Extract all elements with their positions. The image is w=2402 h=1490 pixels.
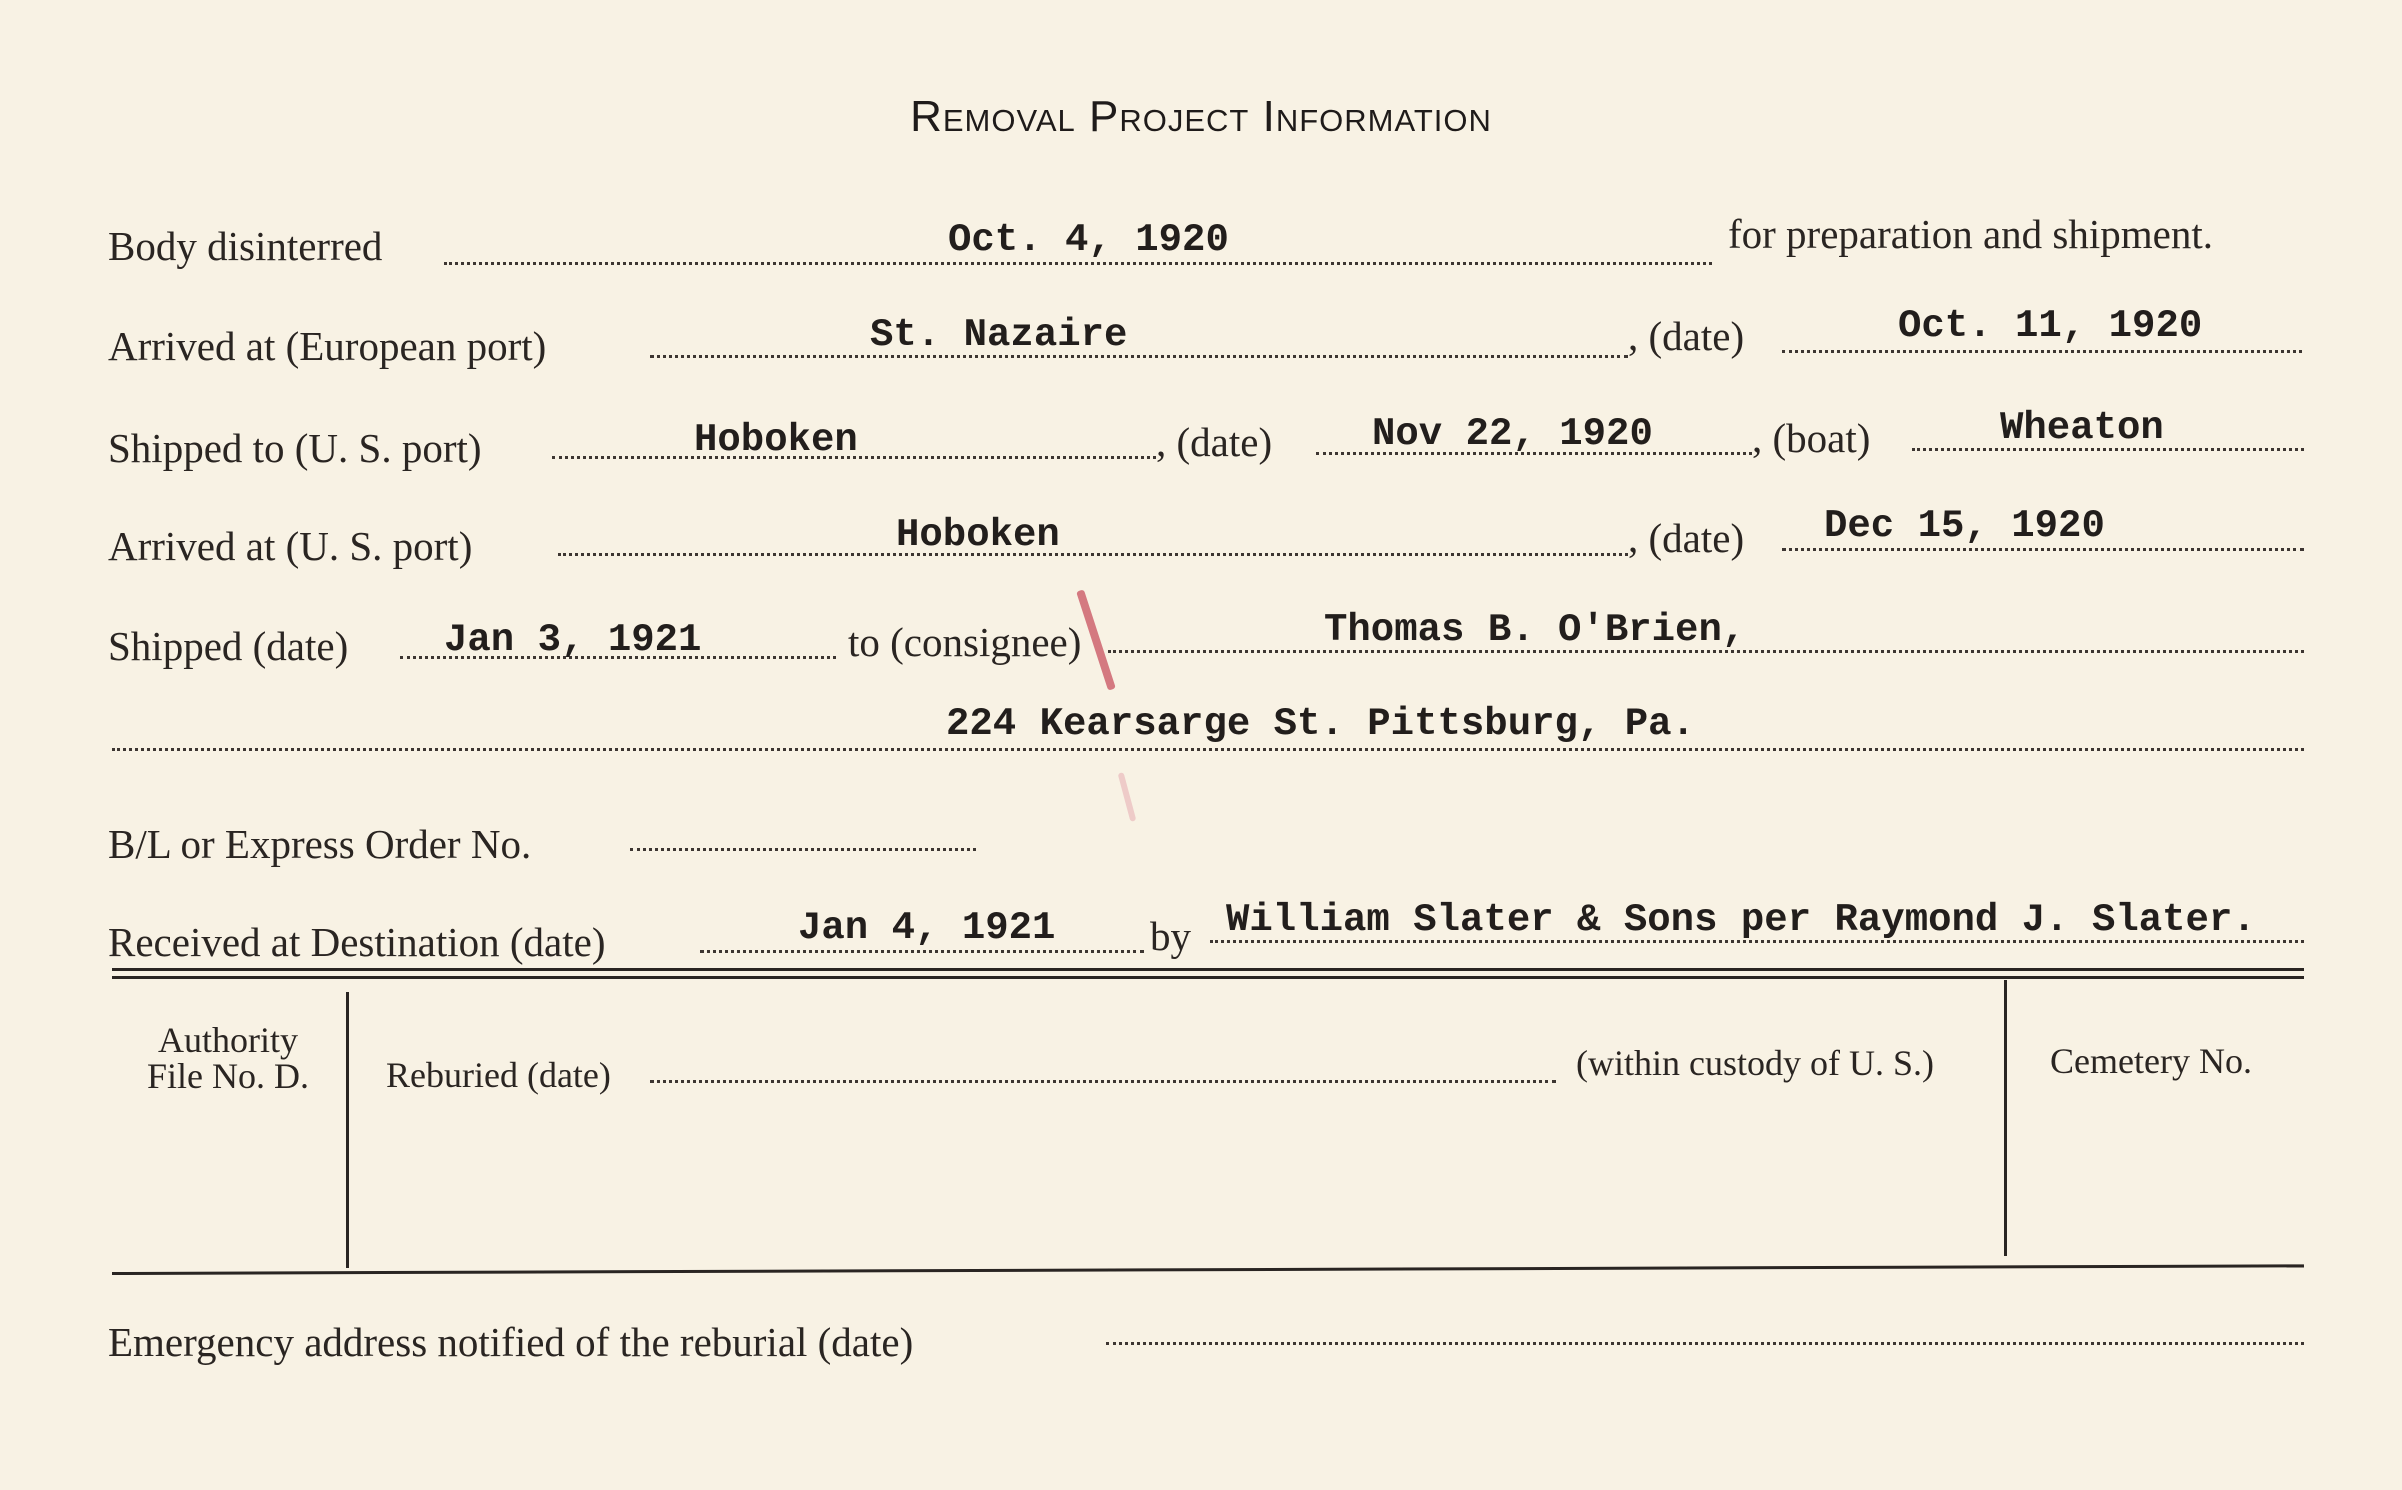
disinterred-date-field[interactable] (444, 262, 1712, 265)
emergency-label: Emergency address notified of the reburial (date) (108, 1319, 914, 1365)
red-pencil-mark-faint (1118, 772, 1137, 822)
box-bottom-rule (112, 1264, 2304, 1275)
body-disinterred-label: Body disinterred (108, 223, 383, 269)
received-date-field[interactable] (700, 950, 1144, 953)
shipped-date-row-label: Shipped (date) (108, 623, 349, 669)
boat-label: , (boat) (1752, 415, 1871, 461)
within-custody-label: (within custody of U. S.) (1576, 1043, 1934, 1083)
received-by-value: William Slater & Sons per Raymond J. Slater. (1226, 898, 2256, 942)
us-port-arrived-field[interactable] (558, 553, 1628, 556)
european-port-value: St. Nazaire (870, 313, 1128, 357)
us-arrived-date-field[interactable] (1782, 548, 2304, 551)
consignee-address-field[interactable] (112, 748, 2304, 751)
double-rule-bottom (112, 976, 2304, 979)
cemetery-no-label: Cemetery No. (2050, 1041, 2252, 1081)
european-port-field[interactable] (650, 355, 1628, 358)
for-preparation-label: for preparation and shipment. (1728, 211, 2214, 257)
shipped-date-label: , (date) (1156, 419, 1273, 465)
consignee-address-value: 224 Kearsarge St. Pittsburg, Pa. (946, 702, 1695, 746)
european-date-value: Oct. 11, 1920 (1898, 304, 2203, 348)
bl-express-label: B/L or Express Order No. (108, 821, 532, 867)
arrived-european-label: Arrived at (European port) (108, 323, 547, 369)
european-date-field[interactable] (1782, 350, 2302, 353)
red-pencil-mark (1076, 589, 1116, 690)
shipped-to-us-label: Shipped to (U. S. port) (108, 425, 482, 471)
bl-express-field[interactable] (630, 848, 976, 851)
box-divider-left (346, 992, 349, 1268)
us-arrived-date-label: , (date) (1628, 515, 1745, 561)
disinterred-date-value: Oct. 4, 1920 (948, 218, 1229, 262)
consignee-value: Thomas B. O'Brien, (1324, 608, 1746, 652)
us-port-arrived-value: Hoboken (896, 513, 1060, 557)
to-consignee-label: to (consignee) (848, 619, 1082, 665)
received-dest-label: Received at Destination (date) (108, 919, 606, 965)
reburied-label: Reburied (date) (386, 1055, 611, 1095)
arrived-us-label: Arrived at (U. S. port) (108, 523, 473, 569)
page-title: Removal Project Information (910, 92, 1492, 141)
boat-value: Wheaton (2000, 406, 2164, 450)
box-divider-right (2004, 980, 2007, 1256)
emergency-date-field[interactable] (1106, 1342, 2304, 1345)
shipped-date-value: Jan 3, 1921 (444, 618, 702, 662)
reburied-date-field[interactable] (650, 1080, 1556, 1083)
us-arrived-date-value: Dec 15, 1920 (1824, 504, 2105, 548)
received-date-value: Jan 4, 1921 (798, 906, 1056, 950)
authority-label: Authority (158, 1020, 298, 1060)
shipped-to-date-value: Nov 22, 1920 (1372, 412, 1653, 456)
file-no-label: File No. D. (147, 1056, 309, 1096)
by-label: by (1150, 913, 1191, 959)
us-port-shipped-value: Hoboken (694, 418, 858, 462)
european-date-label: , (date) (1628, 313, 1745, 359)
double-rule-top (112, 968, 2304, 971)
